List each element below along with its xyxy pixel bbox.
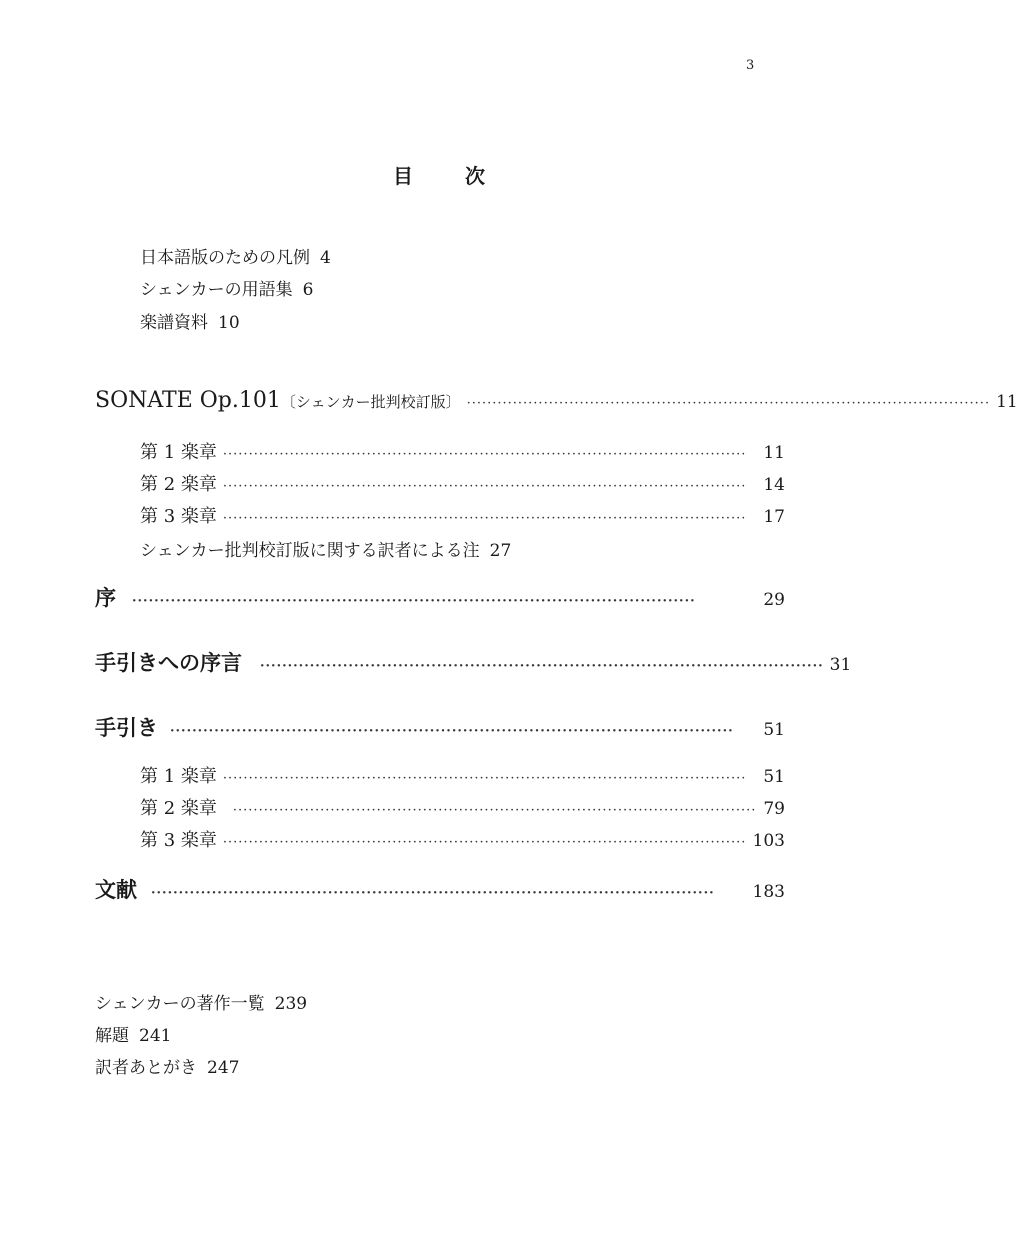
movement-label: 第 1 楽章 bbox=[140, 442, 217, 463]
toc-entry-bunken[interactable] bbox=[95, 874, 785, 904]
back-item-label: 解題 bbox=[95, 1026, 129, 1046]
sonate-page: 11 bbox=[996, 392, 1018, 412]
movement-page: 51 bbox=[763, 767, 785, 787]
tebiki-preface-page: 31 bbox=[829, 655, 852, 675]
jo-page: 29 bbox=[763, 590, 785, 610]
back-item[interactable] bbox=[95, 1021, 171, 1046]
toc-entry-movement[interactable] bbox=[140, 826, 785, 852]
leader-dots: ······································································································ bbox=[222, 835, 747, 850]
page-number: 3 bbox=[746, 58, 755, 73]
back-item[interactable] bbox=[95, 989, 307, 1014]
toc-entry-movement[interactable] bbox=[140, 438, 785, 464]
movement-page: 79 bbox=[763, 799, 785, 819]
leader-dots: ······································································································ bbox=[466, 396, 991, 411]
back-item-page: 241 bbox=[139, 1026, 172, 1046]
leader-dots: ······································································································ bbox=[222, 511, 747, 526]
movement-page: 11 bbox=[763, 443, 785, 463]
leader-dots: ······································································································ bbox=[222, 447, 747, 462]
movement-page: 103 bbox=[752, 831, 785, 851]
front-item-label: 日本語版のための凡例 bbox=[140, 248, 310, 268]
front-item-page: 10 bbox=[218, 313, 240, 333]
back-item-label: シェンカーの著作一覧 bbox=[95, 994, 265, 1014]
sonate-bracket: 〔シェンカー批判校訂版〕 bbox=[280, 393, 461, 411]
toc-entry-movement[interactable] bbox=[140, 794, 785, 820]
leader-dots: ······································································································ bbox=[232, 803, 757, 818]
front-item-label: 楽譜資料 bbox=[140, 313, 208, 333]
back-item-page: 247 bbox=[207, 1058, 240, 1078]
movement-page: 17 bbox=[763, 507, 785, 527]
movement-label: 第 1 楽章 bbox=[140, 766, 217, 787]
front-item[interactable] bbox=[140, 275, 314, 300]
back-item[interactable] bbox=[95, 1053, 239, 1078]
sonate-label: SONATE Op.101 bbox=[95, 388, 281, 413]
toc-entry-tebiki[interactable] bbox=[95, 712, 785, 742]
leader-dots: ······································································································ bbox=[170, 724, 734, 739]
leader-dots: ······································································································ bbox=[151, 886, 715, 901]
jo-label: 序 bbox=[95, 585, 116, 610]
front-item-page: 4 bbox=[320, 248, 331, 268]
movement-label: 第 3 楽章 bbox=[140, 506, 217, 527]
movement-label: 第 2 楽章 bbox=[140, 798, 217, 819]
leader-dots: ······································································································ bbox=[132, 594, 696, 609]
toc-entry-movement[interactable] bbox=[140, 470, 785, 496]
tebiki-label: 手引き bbox=[95, 715, 158, 740]
tebiki-page: 51 bbox=[763, 720, 785, 740]
front-item[interactable] bbox=[140, 308, 240, 333]
back-item-label: 訳者あとがき bbox=[95, 1058, 197, 1078]
front-item-page: 6 bbox=[302, 280, 314, 300]
leader-dots: ······································································································ bbox=[222, 479, 747, 494]
tebiki-preface-label: 手引きへの序言 bbox=[95, 650, 242, 675]
toc-entry-tebiki-preface[interactable] bbox=[95, 647, 852, 677]
note-page: 27 bbox=[489, 541, 512, 561]
bunken-label: 文献 bbox=[95, 877, 137, 902]
note-label: シェンカー批判校訂版に関する訳者による注 bbox=[140, 541, 480, 561]
front-item[interactable] bbox=[140, 243, 331, 268]
movement-page: 14 bbox=[763, 475, 785, 495]
toc-entry-movement[interactable] bbox=[140, 762, 785, 788]
front-item-label: シェンカーの用語集 bbox=[140, 280, 293, 300]
toc-entry-movement[interactable] bbox=[140, 502, 785, 528]
movement-label: 第 3 楽章 bbox=[140, 830, 217, 851]
leader-dots: ······································································································ bbox=[222, 771, 747, 786]
leader-dots: ······································································································ bbox=[260, 659, 824, 674]
title-char-2: 次 bbox=[465, 164, 485, 188]
back-item-page: 239 bbox=[274, 994, 308, 1014]
movement-label: 第 2 楽章 bbox=[140, 474, 217, 495]
page-title bbox=[393, 160, 485, 189]
bunken-page: 183 bbox=[752, 882, 785, 902]
toc-entry-jo[interactable] bbox=[95, 582, 785, 612]
toc-entry-sonate[interactable] bbox=[95, 388, 1018, 413]
toc-entry-note[interactable] bbox=[140, 536, 511, 561]
title-char-1: 目 bbox=[393, 164, 413, 188]
